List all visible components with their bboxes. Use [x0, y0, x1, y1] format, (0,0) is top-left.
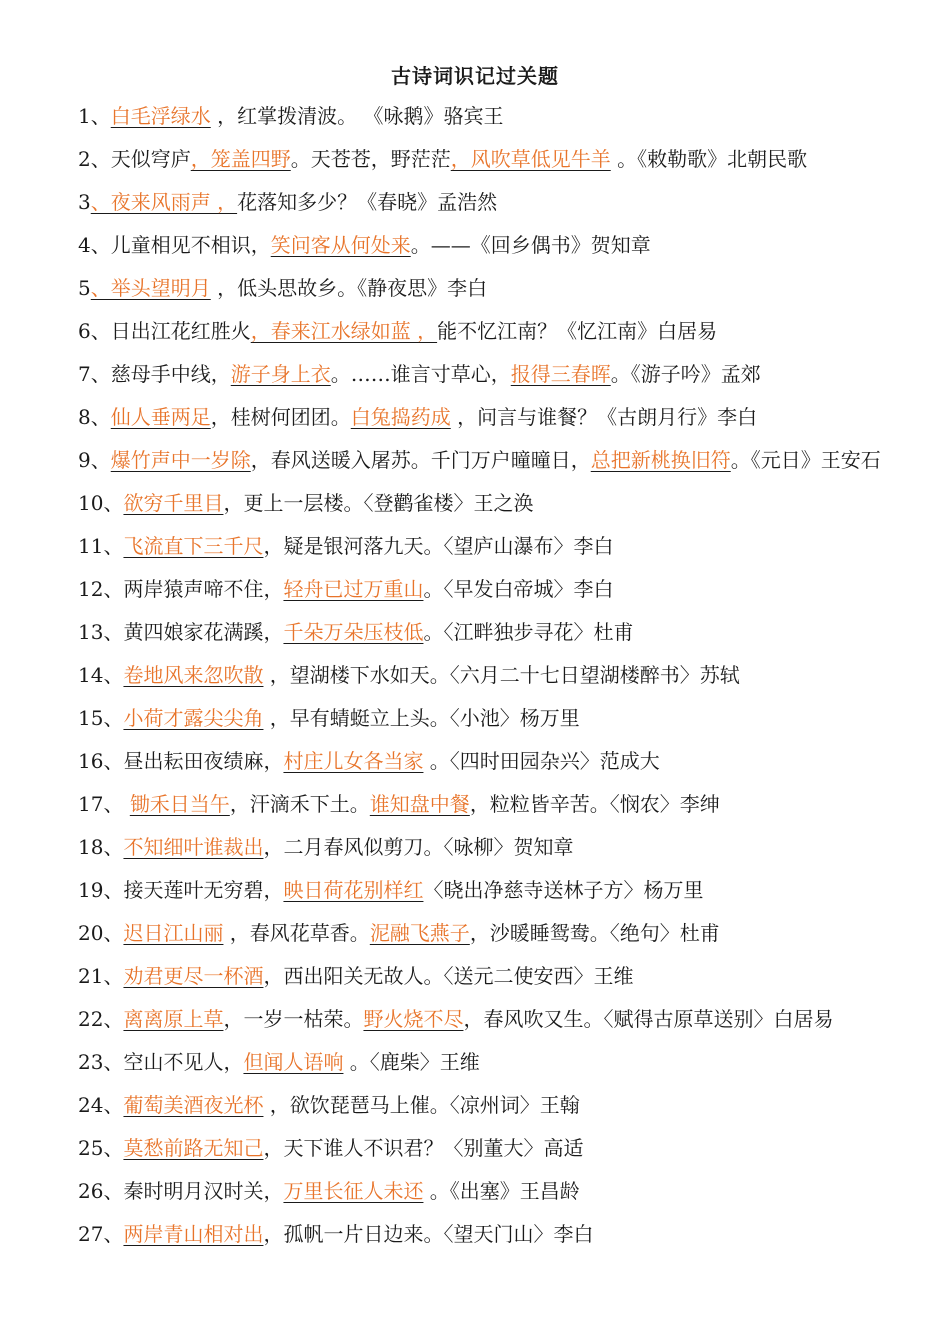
question-text: 。……谁言寸草心， — [330, 362, 511, 386]
question-text: 10、 — [78, 491, 124, 515]
question-text: ，粒粒皆辛苦。〈悯农〉李绅 — [469, 792, 720, 816]
question-line — [78, 872, 938, 915]
answer-text: ，春来江水绿如蓝 ， — [250, 319, 438, 343]
question-line — [78, 829, 938, 872]
question-text: 16、昼出耘田夜绩麻， — [78, 749, 284, 773]
question-text: 。《敕勒歌》北朝民歌 — [610, 147, 808, 171]
question-text: 14、 — [78, 663, 124, 687]
answer-text: 野火烧不尽 — [363, 1007, 464, 1031]
answer-text: 总把新桃换旧符 — [590, 448, 731, 472]
question-line — [78, 1173, 938, 1216]
answer-text: 、举头望明月 — [90, 276, 211, 300]
question-text: 2、天似穹庐 — [78, 147, 191, 171]
question-line — [78, 485, 938, 528]
question-text: 17、 — [78, 792, 130, 816]
question-line — [78, 313, 938, 356]
question-text: 〈晓出净慈寺送林子方〉杨万里 — [423, 878, 704, 902]
answer-text: 报得三春晖 — [510, 362, 611, 386]
question-text: ，沙暖睡鸳鸯。〈绝句〉杜甫 — [469, 921, 720, 945]
question-text: 27、 — [78, 1222, 124, 1246]
answer-text: 映日荷花别样红 — [283, 878, 424, 902]
question-line — [78, 184, 938, 227]
answer-text: 锄禾日当午 — [129, 792, 230, 816]
question-line — [78, 958, 938, 1001]
question-line — [78, 743, 938, 786]
question-text: 5 — [78, 276, 91, 300]
answer-text: 两岸青山相对出 — [123, 1222, 264, 1246]
question-line — [78, 399, 938, 442]
answer-text: 欲穷千里目 — [123, 491, 224, 515]
question-list — [78, 98, 938, 1259]
question-text: ，天下谁人不识君？〈别董大〉高适 — [263, 1136, 584, 1160]
answer-text: 、夜来风雨声 ， — [90, 190, 238, 214]
question-text: 26、秦时明月汉时关， — [78, 1179, 284, 1203]
question-text: 20、 — [78, 921, 124, 945]
question-text: 能不忆江南？《忆江南》白居易 — [437, 319, 718, 343]
answer-text: 爆竹声中一岁除 — [110, 448, 251, 472]
answer-text: 笑问客从何处来 — [270, 233, 411, 257]
question-text: 15、 — [78, 706, 124, 730]
question-text: ，西出阳关无故人。〈送元二使安西〉王维 — [263, 964, 634, 988]
question-line — [78, 915, 938, 958]
question-text: 19、接天莲叶无穷碧， — [78, 878, 284, 902]
question-text: 8、 — [78, 405, 111, 429]
question-line — [78, 1001, 938, 1044]
question-line — [78, 1216, 938, 1259]
question-text: 。《元日》王安石 — [730, 448, 881, 472]
answer-text: 游子身上衣 — [230, 362, 331, 386]
question-text: 。天苍苍，野茫茫 — [290, 147, 451, 171]
question-line — [78, 528, 938, 571]
question-line — [78, 356, 938, 399]
question-text: 6、日出江花红胜火 — [78, 319, 251, 343]
question-text: 3 — [78, 190, 91, 214]
question-text: 4、儿童相见不相识， — [78, 233, 271, 257]
question-text: ，更上一层楼。〈登鹳雀楼〉王之涣 — [223, 491, 534, 515]
answer-text: ，风吹草低见牛羊 — [450, 147, 611, 171]
answer-text: 仙人垂两足 — [110, 405, 211, 429]
answer-text: 劝君更尽一杯酒 — [123, 964, 264, 988]
answer-text: 泥融飞燕子 — [369, 921, 470, 945]
question-line — [78, 442, 938, 485]
question-text: 。〈鹿柴〉王维 — [343, 1050, 480, 1074]
question-line — [78, 571, 938, 614]
question-text: ，桂树何团团。 — [210, 405, 351, 429]
question-line — [78, 1087, 938, 1130]
question-text: ，问言与谁餐？《古朗月行》李白 — [450, 405, 758, 429]
answer-text: 但闻人语响 — [243, 1050, 344, 1074]
question-line — [78, 614, 938, 657]
question-text: 。〈四时田园杂兴〉范成大 — [423, 749, 660, 773]
question-text: ，疑是银河落九天。〈望庐山瀑布〉李白 — [263, 534, 614, 558]
answer-text: 迟日江山丽 — [123, 921, 224, 945]
question-text: 。——《回乡偶书》贺知章 — [410, 233, 651, 257]
question-text: 21、 — [78, 964, 124, 988]
question-text: ，红掌拨清波。 《咏鹅》骆宾王 — [210, 104, 504, 128]
question-text: ，二月春风似剪刀。〈咏柳〉贺知章 — [263, 835, 574, 859]
question-text: ，孤帆一片日边来。〈望天门山〉李白 — [263, 1222, 594, 1246]
question-text: 18、 — [78, 835, 124, 859]
answer-text: ，笼盖四野 — [190, 147, 291, 171]
question-text: 。《出塞》王昌龄 — [423, 1179, 580, 1203]
question-text: 22、 — [78, 1007, 124, 1031]
answer-text: 白毛浮绿水 — [110, 104, 211, 128]
question-text: 25、 — [78, 1136, 124, 1160]
answer-text: 村庄儿女各当家 — [283, 749, 424, 773]
question-text: 9、 — [78, 448, 111, 472]
question-line — [78, 1130, 938, 1173]
question-text: ，春风送暖入屠苏。千门万户曈曈日， — [250, 448, 591, 472]
question-text: ，春风吹又生。〈赋得古原草送别〉白居易 — [463, 1007, 834, 1031]
answer-text: 葡萄美酒夜光杯 — [123, 1093, 264, 1117]
question-text: ，欲饮琵琶马上催。〈凉州词〉王翰 — [263, 1093, 580, 1117]
question-line — [78, 786, 938, 829]
question-line — [78, 227, 938, 270]
question-text: 花落知多少？《春晓》孟浩然 — [237, 190, 498, 214]
question-text: 7、慈母手中线， — [78, 362, 231, 386]
answer-text: 飞流直下三千尺 — [123, 534, 264, 558]
question-text: 。〈江畔独步寻花〉杜甫 — [423, 620, 634, 644]
answer-text: 莫愁前路无知己 — [123, 1136, 264, 1160]
question-line — [78, 700, 938, 743]
question-line — [78, 141, 938, 184]
question-text: 。〈早发白帝城〉李白 — [423, 577, 614, 601]
answer-text: 白兔捣药成 — [350, 405, 451, 429]
question-text: 。《游子吟》孟郊 — [610, 362, 761, 386]
answer-text: 离离原上草 — [123, 1007, 224, 1031]
page-title: 古诗词识记过关题 — [391, 64, 559, 88]
answer-text: 小荷才露尖尖角 — [123, 706, 264, 730]
question-text: 11、 — [78, 534, 124, 558]
answer-text: 千朵万朵压枝低 — [283, 620, 424, 644]
answer-text: 不知细叶谁裁出 — [123, 835, 264, 859]
question-text: 13、黄四娘家花满蹊， — [78, 620, 284, 644]
question-line — [78, 657, 938, 700]
answer-text: 谁知盘中餐 — [369, 792, 470, 816]
question-line — [78, 270, 938, 313]
question-text: ，汗滴禾下土。 — [229, 792, 370, 816]
question-text: 23、空山不见人， — [78, 1050, 244, 1074]
answer-text: 卷地风来忽吹散 — [123, 663, 264, 687]
question-text: 12、两岸猿声啼不住， — [78, 577, 284, 601]
question-text: 1、 — [78, 104, 111, 128]
question-text: ，春风花草香。 — [223, 921, 370, 945]
answer-text: 万里长征人未还 — [283, 1179, 424, 1203]
answer-text: 轻舟已过万重山 — [283, 577, 424, 601]
question-line — [78, 98, 938, 141]
question-text: ，早有蜻蜓立上头。〈小池〉杨万里 — [263, 706, 580, 730]
question-text: ，低头思故乡。《静夜思》李白 — [210, 276, 488, 300]
question-text: ，一岁一枯荣。 — [223, 1007, 364, 1031]
question-text: 24、 — [78, 1093, 124, 1117]
question-line — [78, 1044, 938, 1087]
question-text: ，望湖楼下水如天。〈六月二十七日望湖楼醉书〉苏轼 — [263, 663, 740, 687]
